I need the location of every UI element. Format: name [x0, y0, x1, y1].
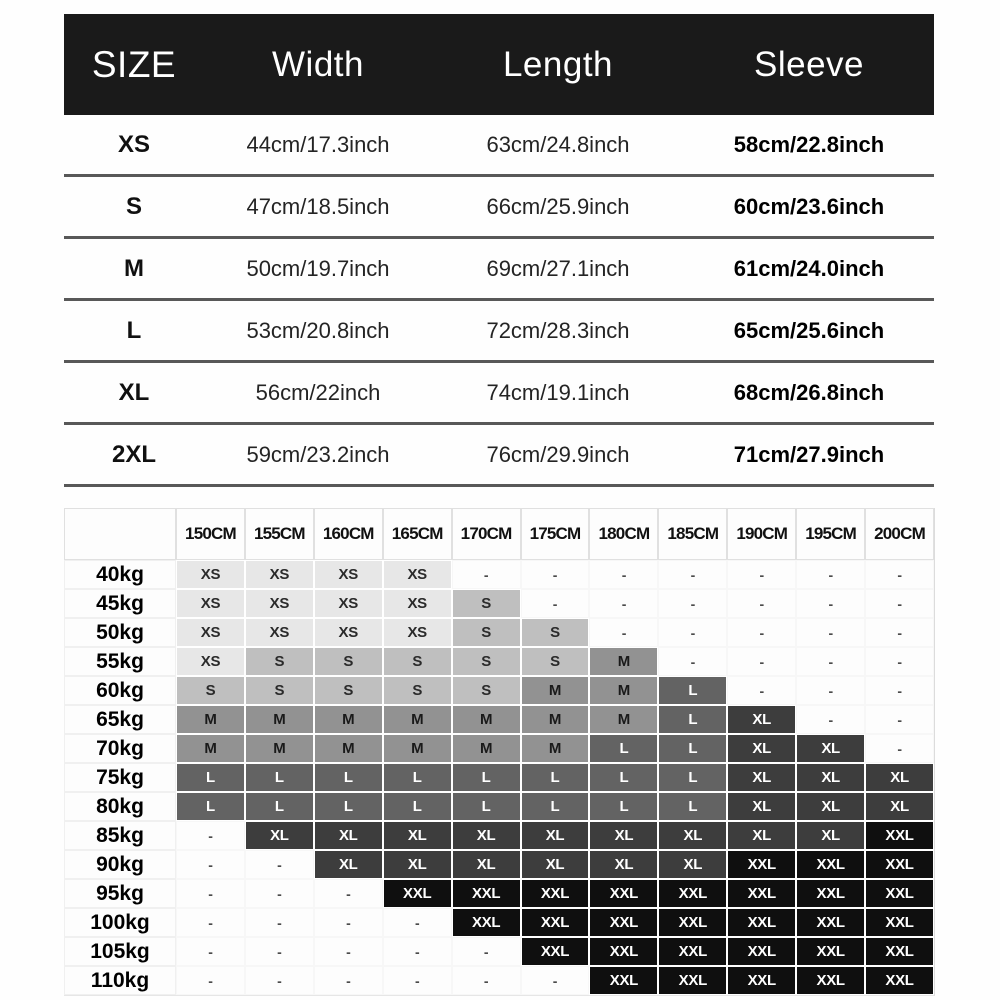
matrix-cell: M: [176, 734, 245, 763]
matrix-cell-empty: -: [865, 705, 934, 734]
matrix-cell: M: [521, 676, 590, 705]
matrix-cell: L: [245, 763, 314, 792]
size-label: XL: [118, 378, 150, 406]
width-value: 56cm/22inch: [255, 379, 381, 405]
matrix-cell: XXL: [865, 821, 934, 850]
matrix-weight-label: 70kg: [64, 734, 176, 763]
matrix-cell: XXL: [658, 937, 727, 966]
matrix-weight-label: 50kg: [64, 618, 176, 647]
matrix-cell: S: [245, 676, 314, 705]
matrix-cell: XXL: [865, 937, 934, 966]
matrix-cell: XL: [865, 792, 934, 821]
matrix-cell: L: [176, 792, 245, 821]
matrix-cell: XXL: [796, 937, 865, 966]
matrix-height-header: 160CM: [314, 508, 383, 560]
matrix-cell: XS: [314, 618, 383, 647]
matrix-cell: XXL: [727, 850, 796, 879]
matrix-cell: S: [521, 647, 590, 676]
matrix-cell: XS: [383, 618, 452, 647]
matrix-cell: XS: [176, 560, 245, 589]
matrix-cell: XS: [383, 589, 452, 618]
matrix-cell-empty: -: [452, 560, 521, 589]
matrix-cell: M: [314, 705, 383, 734]
matrix-cell-empty: -: [865, 647, 934, 676]
matrix-cell-empty: -: [314, 879, 383, 908]
matrix-weight-label: 80kg: [64, 792, 176, 821]
matrix-cell: L: [452, 792, 521, 821]
matrix-cell: XXL: [796, 908, 865, 937]
matrix-weight-label: 105kg: [64, 937, 176, 966]
matrix-cell: XS: [245, 618, 314, 647]
matrix-cell-empty: -: [176, 821, 245, 850]
matrix-cell-empty: -: [314, 908, 383, 937]
matrix-cell-empty: -: [383, 966, 452, 995]
matrix-weight-label: 100kg: [64, 908, 176, 937]
matrix-cell-empty: -: [176, 850, 245, 879]
size-table-row: [64, 363, 934, 425]
matrix-cell: S: [314, 676, 383, 705]
matrix-weight-label: 55kg: [64, 647, 176, 676]
matrix-weight-label: 110kg: [64, 966, 176, 995]
matrix-cell: M: [383, 705, 452, 734]
matrix-cell: XL: [521, 821, 590, 850]
matrix-cell-empty: -: [383, 908, 452, 937]
matrix-weight-label: 60kg: [64, 676, 176, 705]
matrix-height-header: 155CM: [245, 508, 314, 560]
matrix-height-header: 150CM: [176, 508, 245, 560]
matrix-cell-empty: -: [176, 966, 245, 995]
matrix-cell: XL: [796, 763, 865, 792]
matrix-cell: XXL: [521, 937, 590, 966]
size-table-row: [64, 425, 934, 487]
matrix-cell: L: [314, 792, 383, 821]
matrix-cell: XXL: [521, 908, 590, 937]
matrix-cell-empty: -: [727, 676, 796, 705]
matrix-cell: XXL: [796, 966, 865, 995]
matrix-cell: XL: [383, 850, 452, 879]
matrix-cell: M: [452, 705, 521, 734]
matrix-cell: S: [314, 647, 383, 676]
matrix-cell-empty: -: [865, 618, 934, 647]
width-value: 53cm/20.8inch: [246, 317, 390, 343]
matrix-cell: XXL: [521, 879, 590, 908]
matrix-cell-empty: -: [865, 676, 934, 705]
matrix-cell: XXL: [658, 966, 727, 995]
matrix-cell: XL: [727, 821, 796, 850]
matrix-cell: L: [452, 763, 521, 792]
matrix-cell-empty: -: [727, 589, 796, 618]
matrix-cell: L: [383, 792, 452, 821]
matrix-cell: S: [176, 676, 245, 705]
matrix-height-header: 170CM: [452, 508, 521, 560]
length-value: 69cm/27.1inch: [486, 255, 630, 281]
matrix-cell: S: [452, 618, 521, 647]
col-header-width: Width: [272, 44, 364, 84]
matrix-cell-empty: -: [727, 647, 796, 676]
matrix-cell-empty: -: [796, 618, 865, 647]
matrix-cell-empty: -: [796, 589, 865, 618]
size-label: L: [126, 316, 142, 344]
size-label: S: [125, 192, 142, 220]
matrix-cell: XL: [727, 763, 796, 792]
matrix-cell-empty: -: [796, 705, 865, 734]
sleeve-value: 58cm/22.8inch: [733, 131, 885, 157]
sleeve-value: 65cm/25.6inch: [733, 317, 885, 343]
matrix-cell: S: [521, 618, 590, 647]
matrix-cell-empty: -: [314, 937, 383, 966]
matrix-cell: XXL: [658, 908, 727, 937]
size-table-row: [64, 115, 934, 177]
matrix-cell: XXL: [727, 908, 796, 937]
matrix-cell: XL: [589, 850, 658, 879]
matrix-cell: XS: [176, 647, 245, 676]
matrix-cell: XXL: [865, 908, 934, 937]
matrix-cell: L: [658, 705, 727, 734]
matrix-cell: XL: [521, 850, 590, 879]
matrix-cell-empty: -: [658, 647, 727, 676]
matrix-cell-empty: -: [658, 560, 727, 589]
matrix-cell: XL: [658, 850, 727, 879]
matrix-height-header: 195CM: [796, 508, 865, 560]
matrix-weight-label: 90kg: [64, 850, 176, 879]
matrix-cell: L: [589, 734, 658, 763]
matrix-cell: XL: [727, 734, 796, 763]
matrix-cell: XL: [796, 734, 865, 763]
matrix-cell: M: [521, 734, 590, 763]
matrix-cell: XXL: [727, 937, 796, 966]
matrix-cell-empty: -: [452, 937, 521, 966]
size-table-row: [64, 239, 934, 301]
matrix-cell: L: [658, 763, 727, 792]
matrix-cell: L: [658, 734, 727, 763]
size-label: 2XL: [111, 440, 156, 468]
matrix-cell: XL: [727, 705, 796, 734]
matrix-cell-empty: -: [521, 589, 590, 618]
matrix-cell: XL: [314, 850, 383, 879]
matrix-cell-empty: -: [383, 937, 452, 966]
matrix-cell-empty: -: [796, 676, 865, 705]
matrix-height-header: 200CM: [865, 508, 934, 560]
width-value: 47cm/18.5inch: [246, 193, 390, 219]
matrix-height-header: 185CM: [658, 508, 727, 560]
matrix-cell: XXL: [589, 966, 658, 995]
matrix-cell: M: [245, 734, 314, 763]
matrix-cell: L: [589, 763, 658, 792]
matrix-cell-empty: -: [865, 560, 934, 589]
matrix-cell: XXL: [589, 908, 658, 937]
matrix-cell: L: [658, 792, 727, 821]
matrix-cell: L: [589, 792, 658, 821]
matrix-cell-empty: -: [176, 879, 245, 908]
matrix-cell: XL: [796, 792, 865, 821]
length-value: 63cm/24.8inch: [486, 131, 630, 157]
matrix-cell: L: [658, 676, 727, 705]
matrix-cell: L: [314, 763, 383, 792]
matrix-cell: XXL: [589, 879, 658, 908]
width-value: 59cm/23.2inch: [246, 441, 390, 467]
matrix-cell: XL: [589, 821, 658, 850]
matrix-cell: XS: [245, 589, 314, 618]
matrix-cell-empty: -: [796, 647, 865, 676]
matrix-cell-empty: -: [176, 908, 245, 937]
matrix-cell-empty: -: [176, 937, 245, 966]
length-value: 74cm/19.1inch: [486, 379, 630, 405]
matrix-weight-label: 85kg: [64, 821, 176, 850]
matrix-cell: XXL: [796, 879, 865, 908]
col-header-size: SIZE: [91, 43, 177, 85]
matrix-cell: XXL: [727, 879, 796, 908]
matrix-height-header: 165CM: [383, 508, 452, 560]
matrix-cell: S: [245, 647, 314, 676]
matrix-cell: XXL: [865, 879, 934, 908]
matrix-cell-empty: -: [314, 966, 383, 995]
matrix-cell: XS: [176, 618, 245, 647]
matrix-cell: XS: [245, 560, 314, 589]
matrix-cell: XL: [727, 792, 796, 821]
matrix-cell: M: [452, 734, 521, 763]
matrix-cell: XXL: [589, 937, 658, 966]
matrix-cell-empty: -: [589, 589, 658, 618]
matrix-cell: M: [245, 705, 314, 734]
matrix-cell-empty: -: [245, 966, 314, 995]
matrix-cell: L: [245, 792, 314, 821]
matrix-cell-empty: -: [658, 589, 727, 618]
matrix-cell: XL: [865, 763, 934, 792]
fit-matrix: [64, 508, 935, 996]
width-value: 44cm/17.3inch: [246, 131, 390, 157]
matrix-cell: S: [452, 647, 521, 676]
matrix-cell: XXL: [865, 850, 934, 879]
matrix-cell: XL: [314, 821, 383, 850]
matrix-weight-label: 40kg: [64, 560, 176, 589]
matrix-cell: M: [589, 647, 658, 676]
sleeve-value: 71cm/27.9inch: [733, 441, 885, 467]
sleeve-value: 60cm/23.6inch: [733, 193, 885, 219]
matrix-cell: XS: [176, 589, 245, 618]
matrix-cell: XS: [314, 560, 383, 589]
matrix-weight-label: 65kg: [64, 705, 176, 734]
matrix-weight-label: 75kg: [64, 763, 176, 792]
matrix-cell: XL: [796, 821, 865, 850]
matrix-height-header: 175CM: [521, 508, 590, 560]
size-table-row: [64, 177, 934, 239]
matrix-cell-empty: -: [865, 734, 934, 763]
length-value: 66cm/25.9inch: [486, 193, 630, 219]
matrix-cell: M: [521, 705, 590, 734]
matrix-cell: M: [383, 734, 452, 763]
matrix-cell: XL: [245, 821, 314, 850]
matrix-cell: XL: [658, 821, 727, 850]
matrix-cell-empty: -: [245, 850, 314, 879]
size-label: XS: [117, 130, 150, 158]
matrix-cell-empty: -: [245, 879, 314, 908]
matrix-cell-empty: -: [796, 560, 865, 589]
matrix-weight-label: 45kg: [64, 589, 176, 618]
matrix-cell-empty: -: [727, 618, 796, 647]
matrix-cell-empty: -: [865, 589, 934, 618]
matrix-cell-empty: -: [452, 966, 521, 995]
length-value: 76cm/29.9inch: [486, 441, 630, 467]
matrix-cell-empty: -: [658, 618, 727, 647]
matrix-cell: XS: [383, 560, 452, 589]
length-value: 72cm/28.3inch: [486, 317, 630, 343]
size-label: M: [124, 254, 144, 282]
width-value: 50cm/19.7inch: [246, 255, 390, 281]
matrix-cell: L: [383, 763, 452, 792]
size-table-rows: [64, 115, 934, 487]
size-table: [64, 14, 934, 487]
matrix-cell: XXL: [727, 966, 796, 995]
matrix-cell: S: [383, 676, 452, 705]
matrix-cell: XXL: [383, 879, 452, 908]
matrix-cell-empty: -: [245, 937, 314, 966]
matrix-cell: S: [452, 589, 521, 618]
matrix-cell-empty: -: [521, 560, 590, 589]
matrix-cell-empty: -: [589, 560, 658, 589]
matrix-cell: L: [521, 792, 590, 821]
matrix-cell: L: [176, 763, 245, 792]
sleeve-value: 61cm/24.0inch: [733, 255, 885, 281]
matrix-height-header: 190CM: [727, 508, 796, 560]
matrix-cell-empty: -: [589, 618, 658, 647]
matrix-cell-empty: -: [521, 966, 590, 995]
matrix-cell: L: [521, 763, 590, 792]
matrix-cell: XS: [314, 589, 383, 618]
size-table-header: [64, 14, 934, 115]
matrix-cell: S: [383, 647, 452, 676]
col-header-sleeve: Sleeve: [753, 44, 865, 84]
matrix-cell: M: [589, 676, 658, 705]
matrix-cell: XXL: [452, 908, 521, 937]
col-header-length: Length: [502, 44, 614, 84]
matrix-cell-empty: -: [727, 560, 796, 589]
matrix-cell: XL: [452, 821, 521, 850]
matrix-corner-cell: [64, 508, 176, 560]
matrix-cell: M: [589, 705, 658, 734]
matrix-cell-empty: -: [245, 908, 314, 937]
matrix-cell: S: [452, 676, 521, 705]
matrix-height-header: 180CM: [589, 508, 658, 560]
matrix-cell: XXL: [452, 879, 521, 908]
matrix-cell: XXL: [796, 850, 865, 879]
matrix-weight-label: 95kg: [64, 879, 176, 908]
matrix-cell: XL: [452, 850, 521, 879]
matrix-cell: XXL: [865, 966, 934, 995]
matrix-cell: M: [176, 705, 245, 734]
matrix-cell: XXL: [658, 879, 727, 908]
matrix-cell: XL: [383, 821, 452, 850]
size-table-row: [64, 301, 934, 363]
matrix-cell: M: [314, 734, 383, 763]
sleeve-value: 68cm/26.8inch: [733, 379, 885, 405]
